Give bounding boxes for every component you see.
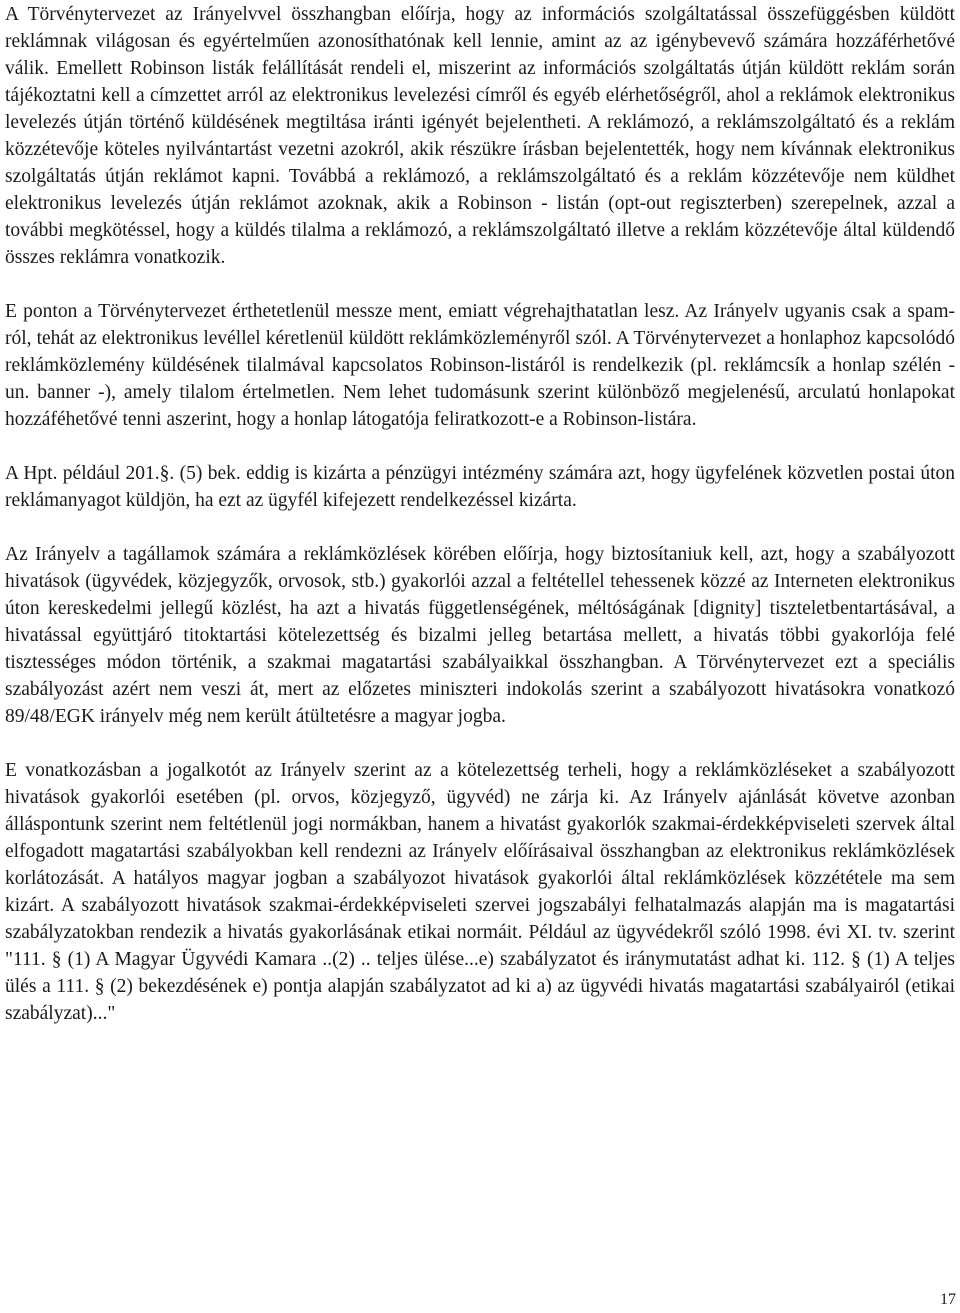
paragraph-hpt-reference: A Hpt. például 201.§. (5) bek. eddig is kizárta a pénzügyi intézmény számára azt, hogy ügyfelének közvetlen postai úton reklámanyagot küldjön, ha ezt az ügyfél kifejezett rendelkezéssel kizárta. [5, 463, 955, 511]
document-page [5, 0, 955, 1027]
paragraph-regulated-professions: Az Irányelv a tagállamok számára a reklámközlések körében előírja, hogy biztosítaniuk kell, azt, hogy a szabályozott hivatások (ügyvédek, közjegyzők, orvosok, stb.) gyakorlói azzal a feltétellel tehessenek közzé az Interneten elektronikus úton kereskedelmi jellegű közlést, ha azt a hivatás függetlenségének, méltóságának [dignity] tiszteletbentartásával, a hivatással együttjáró titoktartási kötelezettség és bizalmi jelleg betartása mellett, a hivatás többi gyakorlója felé tisztességes módon történik, a szakmai magatartási szabályaikkal összhangban. A Törvénytervezet ezt a speciális szabályozást azért nem veszi át, mert az előzetes miniszteri indokolás szerint a szabályozott hivatásokra vonatkozó 89/48/EGK irányelv még nem került átültetésre a magyar jogba. [5, 544, 955, 727]
page-number: 17 [940, 1291, 956, 1308]
paragraph-spam-scope: E ponton a Törvénytervezet érthetetlenül messze ment, emiatt végrehajthatatlan lesz. Az Irányelv ugyanis csak a spam-ról, tehát az elektronikus levéllel kéretlenül küldött reklámközleményről szól. A Törvénytervezet a honlaphoz kapcsolódó reklámközlemény küldésének tilalmával kapcsolatos Robinson-listáról is rendelkezik (pl. reklámcsík a honlap szélén - un. banner -), amely tilalom értelmetlen. Nem lehet tudomásunk szerint különböző megjelenésű, arculatú honlapokat hozzáféhetővé tenni aszerint, hogy a honlap látogatója feliratkozott-e a Robinson-listára. [5, 301, 955, 430]
paragraph-legislator-obligation: E vonatkozásban a jogalkotót az Irányelv szerint az a kötelezettség terheli, hogy a reklámközléseket a szabályozott hivatások gyakorlói esetében (pl. orvos, közjegyző, ügyvéd) ne zárja ki. Az Irányelv ajánlását követve azonban álláspontunk szerint nem feltétlenül jogi normákban, hanem a hivatást gyakorlók szakmai-érdekképviseleti szervek által elfogadott magatartási szabályokban kell rendezni az Irányelv előírásaival összhangban az elektronikus reklámközlések korlátozását. A hatályos magyar jogban a szabályozot hivatások gyakorlói által reklámközlések közzététele ma sem kizárt. A szabályozott hivatások szakmai-érdekképviseleti szervei jogszabályi felhatalmazás alapján ma is magatartási szabályzatokban rendezik a hivatás gyakorlásának etikai normáit. Például az ügyvédekről szóló 1998. évi XI. tv. szerint "111. § (1) A Magyar Ügyvédi Kamara ..(2) .. teljes ülése...e) szabályzatot és iránymutatást adhat ki. 112. § (1) A teljes ülés a 111. § (2) bekezdésének e) pontja alapján szabályzatot ad ki a) az ügyvédi hivatás magatartási szabályairól (etikai szabályzat)..." [5, 760, 955, 1024]
paragraph-robinson-lists: A Törvénytervezet az Irányelvvel összhangban előírja, hogy az információs szolgáltatással összefüggésben küldött reklámnak világosan és egyértelműen azonosíthatónak kell lennie, amint az az igénybevevő számára hozzáférhetővé válik. Emellett Robinson listák felállítását rendeli el, miszerint az információs szolgáltatás útján küldött reklám során tájékoztatni kell a címzettet arról az elektronikus levelezési címről és egyéb elérhetőségről, ahol a reklámok elektronikus levelezés útján történő küldésének megtiltása iránti igényét bejelentheti. A reklámozó, a reklámszolgáltató és a reklám közzétevője köteles nyilvántartást vezetni azokról, akik részükre írásban bejelentették, hogy nem kívánnak elektronikus szolgáltatás útján reklámot kapni. Továbbá a reklámozó, a reklámszolgáltató és a reklám közzétevője nem küldhet elektronikus levelezés útján reklámot azoknak, akik a Robinson - listán (opt-out regiszterben) szerepelnek, azzal a további megkötéssel, hogy a küldés tilalma a reklámozó, a reklámszolgáltató illetve a reklám közzétevője által küldendő összes reklámra vonatkozik. [5, 4, 955, 268]
